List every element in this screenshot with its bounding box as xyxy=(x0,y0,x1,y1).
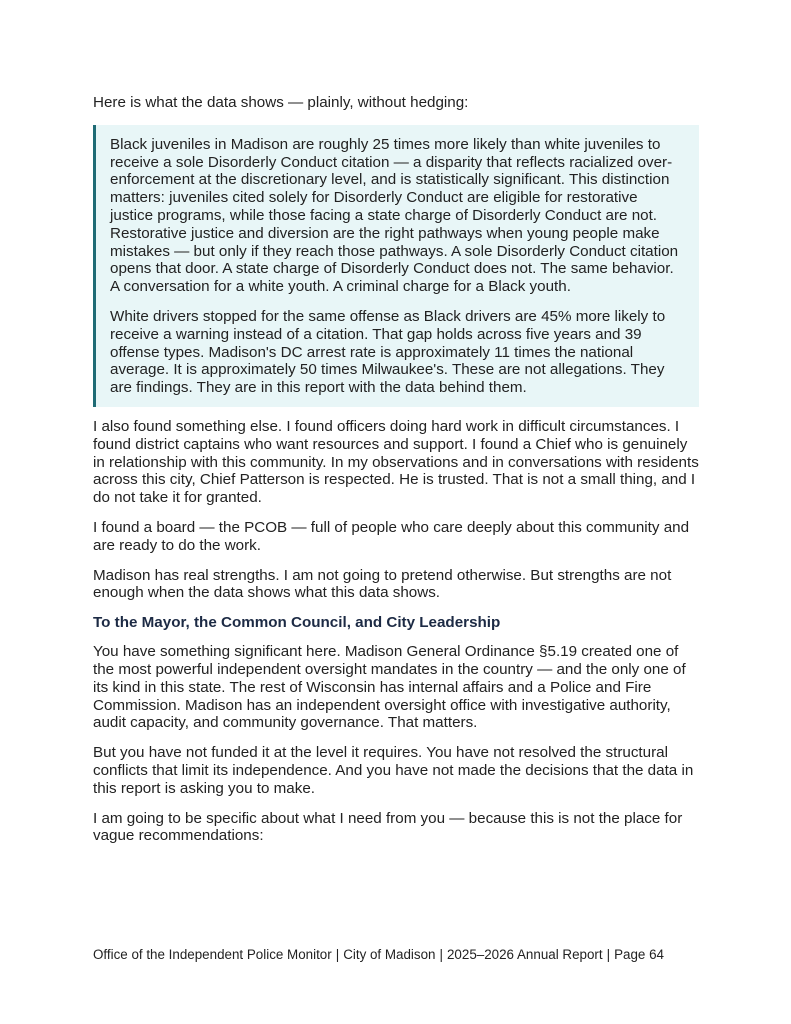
callout-paragraph-drivers: White drivers stopped for the same offense as Black drivers are 45% more likely to receive a warning instead of a citation. That gap holds across five years and 39 offense types. Madison's DC arrest rate is approximately 11 times the national average. It is approximately 50 times Milwaukee's. These are not allegations. They are findings. They are in this report with the data behind them. xyxy=(110,307,666,397)
document-page xyxy=(93,94,699,857)
intro-paragraph: Here is what the data shows — plainly, without hedging: xyxy=(93,94,469,111)
body-paragraph-funding: But you have not funded it at the level it requires. You have not resolved the structural conflicts that limit its independence. And you have not made the decisions that the data in this report is asking you to make. xyxy=(93,744,694,797)
footer-separator: | xyxy=(606,947,611,962)
footer-separator: | xyxy=(439,947,443,962)
page-footer xyxy=(93,946,664,964)
footer-separator: | xyxy=(335,947,340,962)
footer-office: Office of the Independent Police Monitor xyxy=(93,947,332,962)
section-heading: To the Mayor, the Common Council, and City Leadership xyxy=(93,614,501,632)
footer-city: City of Madison xyxy=(343,947,436,962)
findings-callout xyxy=(93,125,699,407)
body-paragraph-specific: I am going to be specific about what I need from you — because this is not the place for vague recommendations: xyxy=(93,809,683,845)
callout-paragraph-juveniles: Black juveniles in Madison are roughly 25 times more likely than white juveniles to receive a sole Disorderly Conduct citation — a disparity that reflects racialized over-enforcement at the discretionary level, and is statistically significant. This distinction matters: juveniles cited solely for Disorderly Conduct are eligible for restorative justice programs, while those facing a state charge of Disorderly Conduct are not. Restorative justice and diversion are the right pathways when young people make mistakes — but only if they reach those pathways. A sole Disorderly Conduct citation opens that door. A state charge of Disorderly Conduct does not. The same behavior. A conversation for a white youth. A criminal charge for a Black youth. xyxy=(110,135,679,296)
body-paragraph-board: I found a board — the PCOB — full of people who care deeply about this community and are ready to do the work. xyxy=(93,518,690,554)
body-paragraph-strengths: Madison has real strengths. I am not going to pretend otherwise. But strengths are not enough when the data shows what this data shows. xyxy=(93,566,672,602)
footer-page-number: Page 64 xyxy=(614,947,664,962)
footer-report: 2025–2026 Annual Report xyxy=(446,947,603,962)
body-paragraph-officers: I also found something else. I found officers doing hard work in difficult circumstances. I found district captains who want resources and support. I found a Chief who is genuinely in relationship with this community. In my observations and in conversations with residents across this city, Chief Patterson is respected. He is trusted. That is not a small thing, and I do not take it for granted. xyxy=(93,417,699,507)
body-paragraph-ordinance: You have something significant here. Madison General Ordinance §5.19 created one of the most powerful independent oversight mandates in the country — and the only one of its kind in this state. The rest of Wisconsin has internal affairs and a Police and Fire Commission. Madison has an independent oversight office with investigative authority, audit capacity, and community governance. That matters. xyxy=(93,643,686,732)
